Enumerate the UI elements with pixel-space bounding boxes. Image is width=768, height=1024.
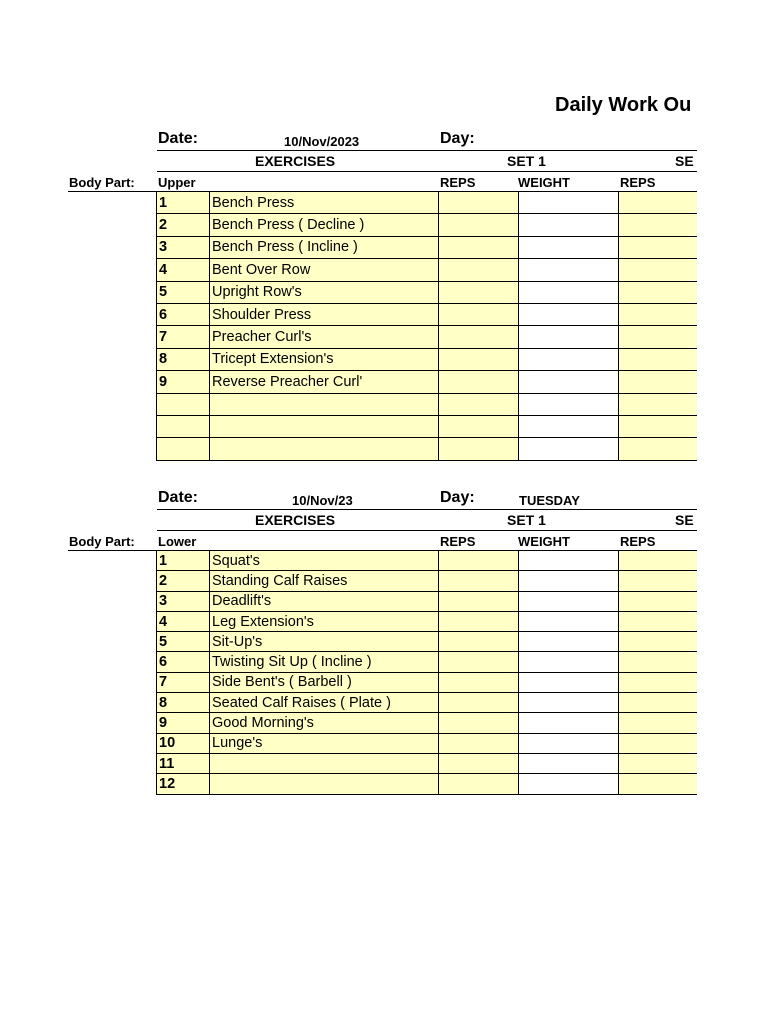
reps2-header: REPS [620, 175, 656, 190]
weight-cell[interactable] [519, 571, 619, 591]
reps-cell[interactable] [439, 693, 519, 713]
exercises-header: EXERCISES [255, 512, 336, 528]
row-number[interactable]: 11 [157, 753, 210, 773]
weight-cell[interactable] [519, 192, 619, 214]
reps-header: REPS [440, 175, 476, 190]
row-number[interactable]: 5 [157, 632, 210, 652]
reps-cell[interactable] [439, 415, 519, 437]
exercise-name[interactable]: Seated Calf Raises ( Plate ) [210, 693, 439, 713]
row-number[interactable]: 2 [157, 214, 210, 236]
set1-header: SET 1 [507, 512, 546, 528]
reps-header: REPS [440, 534, 476, 549]
row-number[interactable]: 2 [157, 571, 210, 591]
weight-cell[interactable] [519, 753, 619, 773]
exercise-table [156, 191, 747, 461]
divider [157, 509, 697, 510]
table-row [157, 415, 747, 437]
exercise-name[interactable]: Tricept Extension's [210, 348, 439, 370]
table-row [157, 259, 747, 281]
table-row [157, 774, 747, 794]
divider [68, 191, 157, 192]
reps-cell[interactable] [439, 753, 519, 773]
reps-cell[interactable] [439, 733, 519, 753]
table-row [157, 326, 747, 348]
exercise-name[interactable]: Lunge's [210, 733, 439, 753]
exercise-name[interactable]: Reverse Preacher Curl' [210, 371, 439, 393]
table-row [157, 303, 747, 325]
table-row [157, 693, 747, 713]
table-row [157, 571, 747, 591]
divider [157, 530, 697, 531]
row-number[interactable]: 3 [157, 591, 210, 611]
exercise-name[interactable]: Sit-Up's [210, 632, 439, 652]
weight-header: WEIGHT [518, 534, 570, 549]
exercise-name[interactable]: Side Bent's ( Barbell ) [210, 672, 439, 692]
exercise-name[interactable]: Good Morning's [210, 713, 439, 733]
exercise-name[interactable]: Squat's [210, 551, 439, 571]
row-number[interactable] [157, 393, 210, 415]
weight-cell[interactable] [519, 652, 619, 672]
reps-cell[interactable] [439, 632, 519, 652]
reps-cell[interactable] [439, 303, 519, 325]
exercise-name[interactable]: Bench Press ( Incline ) [210, 236, 439, 258]
weight-cell[interactable] [519, 551, 619, 571]
table-row [157, 753, 747, 773]
row-number[interactable] [157, 438, 210, 460]
exercise-name[interactable] [210, 393, 439, 415]
reps-cell[interactable] [439, 348, 519, 370]
reps-cell[interactable] [439, 551, 519, 571]
row-number[interactable]: 7 [157, 672, 210, 692]
exercise-name[interactable] [210, 774, 439, 794]
weight-cell[interactable] [519, 713, 619, 733]
weight-cell[interactable] [519, 672, 619, 692]
body-part-value[interactable]: Lower [158, 534, 197, 549]
exercise-name[interactable]: Leg Extension's [210, 611, 439, 631]
weight-cell[interactable] [519, 733, 619, 753]
table-row [157, 371, 747, 393]
table-row [157, 393, 747, 415]
weight-cell[interactable] [519, 393, 619, 415]
weight-cell[interactable] [519, 415, 619, 437]
exercise-name[interactable] [210, 415, 439, 437]
row-number[interactable]: 7 [157, 326, 210, 348]
set2-header: SE [675, 153, 694, 169]
table-row [157, 733, 747, 753]
reps-cell[interactable] [439, 571, 519, 591]
exercise-name[interactable]: Bench Press [210, 192, 439, 214]
reps-cell[interactable] [439, 713, 519, 733]
row-number[interactable]: 9 [157, 713, 210, 733]
table-row [157, 192, 747, 214]
reps-cell[interactable] [439, 259, 519, 281]
day-label: Day: [440, 489, 475, 506]
body-part-label: Body Part: [69, 175, 135, 190]
table-row [157, 438, 747, 460]
date-value[interactable]: 10/Nov/23 [292, 493, 353, 508]
exercise-name[interactable] [210, 753, 439, 773]
table-row [157, 611, 747, 631]
exercise-name[interactable]: Bent Over Row [210, 259, 439, 281]
table-row [157, 551, 747, 571]
reps-cell[interactable] [439, 774, 519, 794]
row-number[interactable]: 8 [157, 693, 210, 713]
row-number[interactable]: 4 [157, 259, 210, 281]
row-number[interactable]: 6 [157, 303, 210, 325]
date-label: Date: [158, 489, 199, 506]
body-part-label: Body Part: [69, 534, 135, 549]
date-label: Date: [158, 130, 199, 147]
row-number[interactable]: 1 [157, 551, 210, 571]
weight-cell[interactable] [519, 303, 619, 325]
reps-cell[interactable] [439, 672, 519, 692]
exercise-name[interactable] [210, 438, 439, 460]
weight-cell[interactable] [519, 326, 619, 348]
weight-cell[interactable] [519, 236, 619, 258]
reps-cell[interactable] [439, 591, 519, 611]
weight-header: WEIGHT [518, 175, 570, 190]
page-clip [697, 0, 768, 1024]
day-label: Day: [440, 130, 475, 147]
date-value[interactable]: 10/Nov/2023 [284, 134, 360, 149]
weight-cell[interactable] [519, 371, 619, 393]
row-number[interactable]: 10 [157, 733, 210, 753]
exercise-name[interactable]: Standing Calf Raises [210, 571, 439, 591]
reps-cell[interactable] [439, 192, 519, 214]
exercise-name[interactable]: Preacher Curl's [210, 326, 439, 348]
weight-cell[interactable] [519, 693, 619, 713]
weight-cell[interactable] [519, 281, 619, 303]
exercise-name[interactable]: Upright Row's [210, 281, 439, 303]
row-number[interactable]: 4 [157, 611, 210, 631]
exercise-name[interactable]: Deadlift's [210, 591, 439, 611]
body-part-value[interactable]: Upper [158, 175, 196, 190]
weight-cell[interactable] [519, 611, 619, 631]
reps-cell[interactable] [439, 236, 519, 258]
exercises-header: EXERCISES [255, 153, 336, 169]
table-row [157, 214, 747, 236]
page-title: Daily Work Ou [555, 94, 692, 116]
set1-header: SET 1 [507, 153, 546, 169]
row-number[interactable]: 6 [157, 652, 210, 672]
reps-cell[interactable] [439, 438, 519, 460]
row-number[interactable]: 5 [157, 281, 210, 303]
reps-cell[interactable] [439, 652, 519, 672]
divider [68, 550, 157, 551]
table-row [157, 348, 747, 370]
divider [157, 171, 697, 172]
row-number[interactable]: 12 [157, 774, 210, 794]
reps-cell[interactable] [439, 281, 519, 303]
weight-cell[interactable] [519, 591, 619, 611]
exercise-name[interactable]: Twisting Sit Up ( Incline ) [210, 652, 439, 672]
weight-cell[interactable] [519, 259, 619, 281]
reps2-header: REPS [620, 534, 656, 549]
row-number[interactable]: 8 [157, 348, 210, 370]
row-number[interactable] [157, 415, 210, 437]
weight-cell[interactable] [519, 348, 619, 370]
divider [157, 150, 697, 151]
reps-cell[interactable] [439, 611, 519, 631]
table-row [157, 652, 747, 672]
table-row [157, 713, 747, 733]
reps-cell[interactable] [439, 371, 519, 393]
day-value[interactable]: TUESDAY [519, 493, 580, 508]
exercise-name[interactable]: Shoulder Press [210, 303, 439, 325]
table-row [157, 591, 747, 611]
set2-header: SE [675, 512, 694, 528]
exercise-table [156, 550, 747, 795]
row-number[interactable]: 1 [157, 192, 210, 214]
weight-cell[interactable] [519, 774, 619, 794]
table-row [157, 632, 747, 652]
reps-cell[interactable] [439, 393, 519, 415]
row-number[interactable]: 9 [157, 371, 210, 393]
table-row [157, 281, 747, 303]
reps-cell[interactable] [439, 326, 519, 348]
weight-cell[interactable] [519, 214, 619, 236]
table-row [157, 236, 747, 258]
table-row [157, 672, 747, 692]
reps-cell[interactable] [439, 214, 519, 236]
row-number[interactable]: 3 [157, 236, 210, 258]
weight-cell[interactable] [519, 438, 619, 460]
weight-cell[interactable] [519, 632, 619, 652]
exercise-name[interactable]: Bench Press ( Decline ) [210, 214, 439, 236]
